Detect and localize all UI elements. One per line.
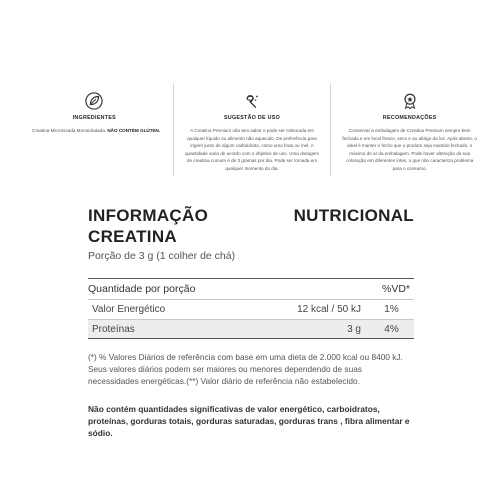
panel-ingredientes [16, 83, 173, 176]
panel-title: RECOMENDAÇÕES [382, 115, 437, 121]
row-vd: 1% [384, 304, 399, 315]
panel-title: INGREDIENTES [72, 115, 116, 121]
table-row [88, 319, 414, 339]
scoop-icon [243, 92, 261, 110]
not-significant-note: Não contém quantidades significativas de valor energético, carboidratos, proteínas, gorduras totais, gorduras saturadas, gorduras trans , fibra alimentar e sódio. [88, 404, 410, 438]
product-name: CREATINA [88, 227, 177, 246]
table-header [88, 279, 414, 299]
daily-values-note: (*) % Valores Diários de referência com base em uma dieta de 2.000 kcal ou 8400 kJ. Seus valores diários podem ser maiores ou menores dependendo de suas necessidades energéticas.(**) Valor diário de referência não estabelecido. [88, 352, 403, 386]
row-name: Proteínas [92, 323, 135, 335]
info-panels [16, 83, 488, 176]
title-informacao: INFORMAÇÃO [88, 206, 209, 225]
title-nutricional: NUTRICIONAL [293, 206, 414, 225]
panel-recomendacoes [330, 83, 488, 176]
portion-size: Porção de 3 g (1 colher de chá) [88, 250, 236, 262]
panel-text: Conservar a embalagem de Creatina Premium sempre bem fechada e em local fresco, seco e ao abrigo da luz. Após aberto, o ideal é manter o fecho que o produto seja mantido fechado, o máximo de ar da embalagem. Pode haver alteração da sua coloração em diferentes lotes, o que não caracteriza problema para o consumo. [342, 128, 477, 171]
header-vd: %VD* [381, 283, 410, 295]
nutrition-table [88, 278, 414, 339]
panel-text: Creatina Micronizada Monoidratada. NÃO CONTÉM GLÚTEN. [32, 128, 161, 133]
row-vd: 4% [384, 323, 399, 335]
nutrition-title-row [88, 205, 414, 226]
nutrition-facts [88, 205, 414, 439]
header-quantity: Quantidade por porção [88, 283, 196, 295]
table-row [88, 299, 414, 319]
row-amount: 3 g [347, 323, 361, 335]
row-amount: 12 kcal / 50 kJ [297, 304, 361, 315]
panel-text: A Creatina Premium não tem sabor e pode ser misturada em qualquer líquido ou alimento não aquecido. De preferência para ingerir junto de algum carboidrato, como uma fruta ou mel. A quantidade varia de acordo com o objetivo de uso. Uma dosagem de creatina comum é de 3 gramas por dia. Pode ser tomada em qualquer momento do dia. [184, 128, 320, 171]
panel-title: SUGESTÃO DE USO [224, 115, 281, 121]
panel-sugestao-de-uso [173, 83, 331, 176]
leaf-icon [85, 92, 103, 110]
row-name: Valor Energético [92, 304, 166, 315]
award-icon [401, 92, 419, 110]
